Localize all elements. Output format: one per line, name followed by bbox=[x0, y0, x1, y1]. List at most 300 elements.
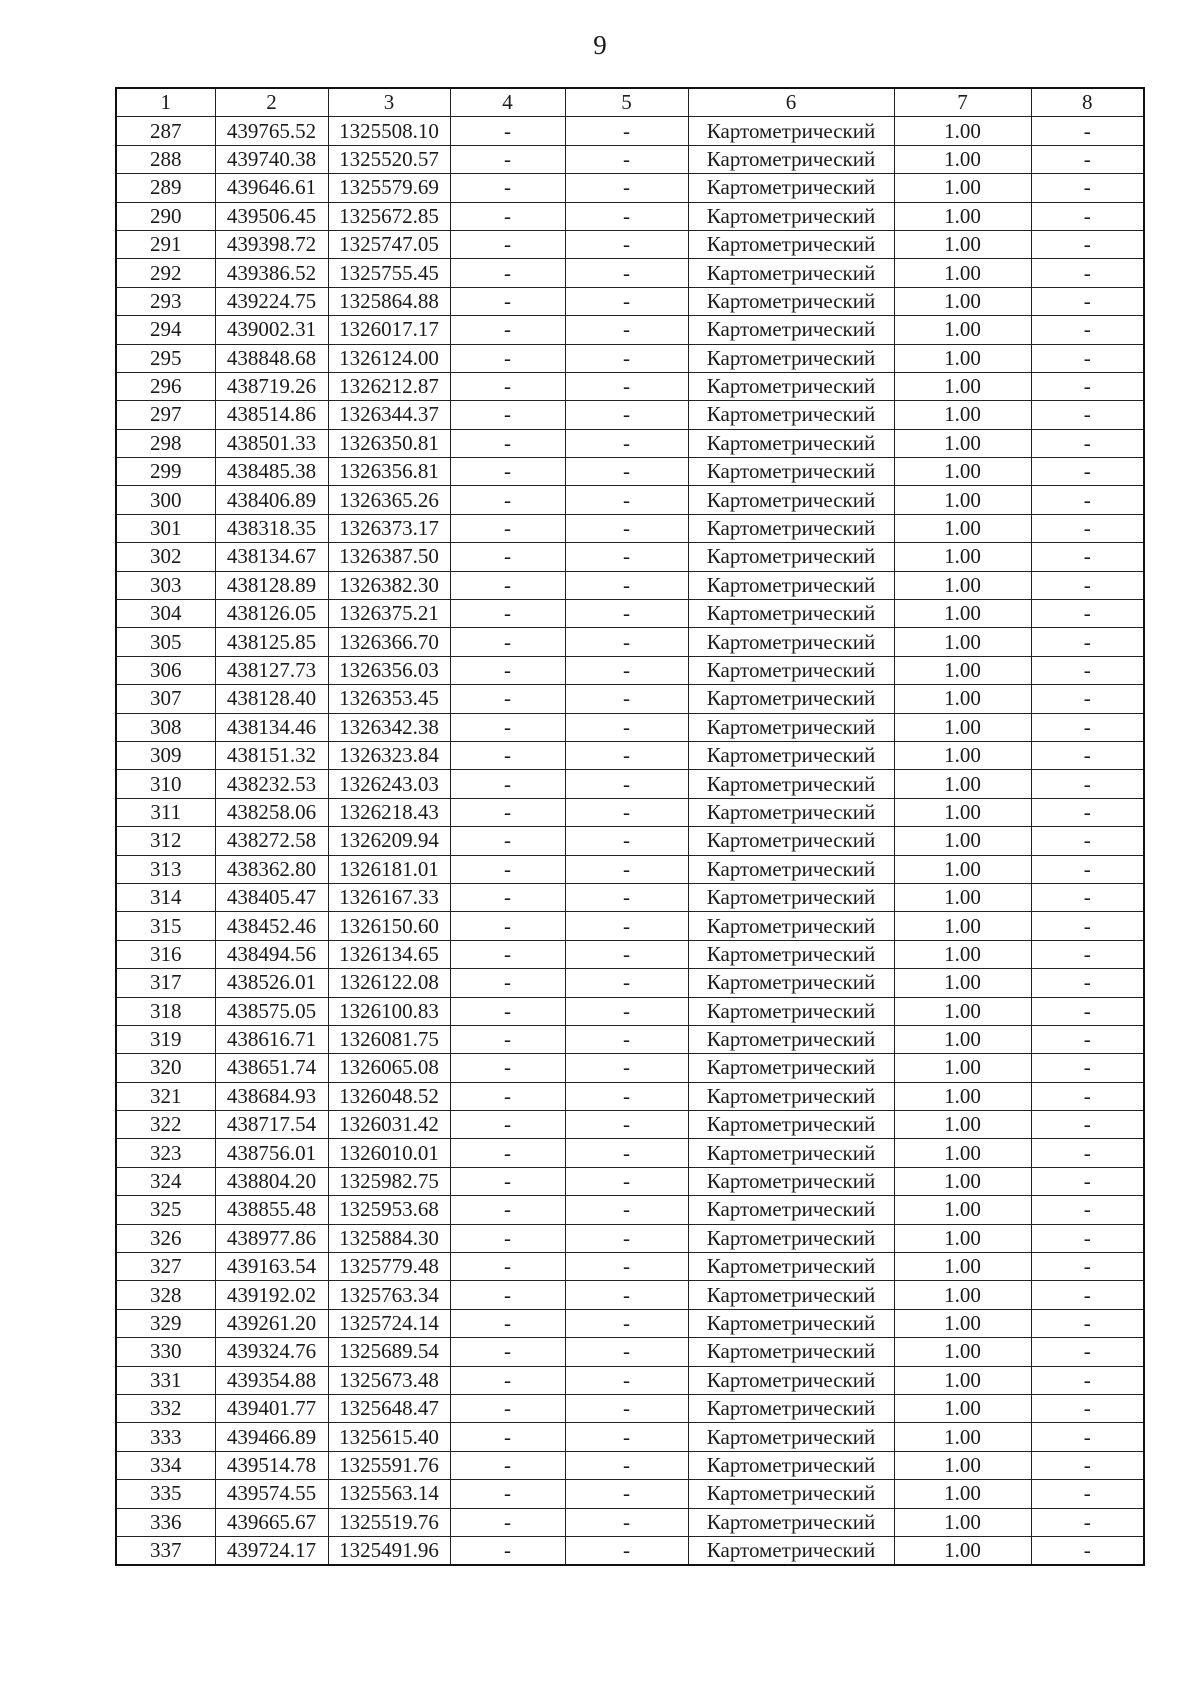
table-cell: 292 bbox=[116, 259, 215, 287]
table-cell: 438719.26 bbox=[215, 372, 328, 400]
table-cell: - bbox=[565, 600, 688, 628]
table-cell: 1.00 bbox=[894, 372, 1031, 400]
table-cell: - bbox=[450, 600, 565, 628]
column-header: 7 bbox=[894, 88, 1031, 117]
table-cell: - bbox=[1031, 1508, 1144, 1536]
table-row bbox=[116, 1338, 1144, 1366]
table-cell: 1325563.14 bbox=[328, 1480, 450, 1508]
table-cell: 287 bbox=[116, 117, 215, 145]
table-cell: 439324.76 bbox=[215, 1338, 328, 1366]
table-cell: 1.00 bbox=[894, 1253, 1031, 1281]
column-header: 4 bbox=[450, 88, 565, 117]
table-row bbox=[116, 287, 1144, 315]
table-cell: 1.00 bbox=[894, 1025, 1031, 1053]
table-cell: - bbox=[565, 1224, 688, 1252]
table-cell: 1326342.38 bbox=[328, 713, 450, 741]
table-cell: 1.00 bbox=[894, 827, 1031, 855]
table-cell: 1.00 bbox=[894, 1338, 1031, 1366]
table-cell: Картометрический bbox=[688, 656, 894, 684]
table-cell: 438127.73 bbox=[215, 656, 328, 684]
table-row bbox=[116, 1111, 1144, 1139]
table-cell: 1326243.03 bbox=[328, 770, 450, 798]
table-cell: - bbox=[565, 1338, 688, 1366]
table-cell: - bbox=[1031, 1082, 1144, 1110]
table-cell: Картометрический bbox=[688, 344, 894, 372]
table-cell: 309 bbox=[116, 741, 215, 769]
table-cell: - bbox=[565, 458, 688, 486]
table-cell: Картометрический bbox=[688, 770, 894, 798]
table-row bbox=[116, 230, 1144, 258]
table-cell: 439466.89 bbox=[215, 1423, 328, 1451]
table-cell: 438362.80 bbox=[215, 855, 328, 883]
table-row bbox=[116, 1423, 1144, 1451]
table-cell: - bbox=[450, 1309, 565, 1337]
table-cell: Картометрический bbox=[688, 1423, 894, 1451]
table-cell: Картометрический bbox=[688, 600, 894, 628]
table-cell: 1.00 bbox=[894, 486, 1031, 514]
table-cell: 330 bbox=[116, 1338, 215, 1366]
table-cell: Картометрический bbox=[688, 1196, 894, 1224]
table-cell: Картометрический bbox=[688, 713, 894, 741]
table-cell: 1326081.75 bbox=[328, 1025, 450, 1053]
table-cell: 289 bbox=[116, 174, 215, 202]
table-cell: 1325673.48 bbox=[328, 1366, 450, 1394]
table-cell: 1.00 bbox=[894, 287, 1031, 315]
table-cell: - bbox=[450, 1423, 565, 1451]
table-cell: - bbox=[450, 912, 565, 940]
table-cell: - bbox=[1031, 174, 1144, 202]
table-cell: 1.00 bbox=[894, 1167, 1031, 1195]
table-cell: 307 bbox=[116, 685, 215, 713]
table-cell: Картометрический bbox=[688, 174, 894, 202]
table-cell: 1.00 bbox=[894, 741, 1031, 769]
table-cell: - bbox=[565, 1025, 688, 1053]
table-cell: 1.00 bbox=[894, 145, 1031, 173]
table-cell: 317 bbox=[116, 969, 215, 997]
table-cell: 1.00 bbox=[894, 1139, 1031, 1167]
table-cell: Картометрический bbox=[688, 883, 894, 911]
table-cell: 1326350.81 bbox=[328, 429, 450, 457]
table-row bbox=[116, 912, 1144, 940]
table-cell: - bbox=[1031, 1451, 1144, 1479]
table-cell: - bbox=[1031, 685, 1144, 713]
table-cell: Картометрический bbox=[688, 1111, 894, 1139]
table-cell: - bbox=[450, 685, 565, 713]
table-cell: - bbox=[450, 316, 565, 344]
table-cell: - bbox=[565, 883, 688, 911]
table-cell: - bbox=[1031, 429, 1144, 457]
table-cell: - bbox=[1031, 486, 1144, 514]
column-header: 6 bbox=[688, 88, 894, 117]
table-cell: 438855.48 bbox=[215, 1196, 328, 1224]
table-cell: 438756.01 bbox=[215, 1139, 328, 1167]
table-cell: - bbox=[565, 1253, 688, 1281]
table-cell: 333 bbox=[116, 1423, 215, 1451]
table-cell: Картометрический bbox=[688, 940, 894, 968]
table-row bbox=[116, 1082, 1144, 1110]
table-cell: Картометрический bbox=[688, 741, 894, 769]
table-cell: 1326344.37 bbox=[328, 401, 450, 429]
table-cell: 438272.58 bbox=[215, 827, 328, 855]
table-cell: 1326209.94 bbox=[328, 827, 450, 855]
table-cell: 1326375.21 bbox=[328, 600, 450, 628]
table-row bbox=[116, 713, 1144, 741]
table-row bbox=[116, 656, 1144, 684]
table-cell: Картометрический bbox=[688, 997, 894, 1025]
table-cell: 1.00 bbox=[894, 1394, 1031, 1422]
page-number: 9 bbox=[593, 30, 607, 60]
table-cell: 438651.74 bbox=[215, 1054, 328, 1082]
table-cell: 438575.05 bbox=[215, 997, 328, 1025]
table-cell: 438514.86 bbox=[215, 401, 328, 429]
table-cell: - bbox=[450, 1508, 565, 1536]
table-cell: - bbox=[1031, 1224, 1144, 1252]
table-row bbox=[116, 997, 1144, 1025]
table-cell: - bbox=[450, 628, 565, 656]
table-cell: - bbox=[450, 202, 565, 230]
table-cell: 1325755.45 bbox=[328, 259, 450, 287]
table-cell: 438128.40 bbox=[215, 685, 328, 713]
table-cell: - bbox=[450, 1338, 565, 1366]
table-cell: 1326031.42 bbox=[328, 1111, 450, 1139]
table-cell: - bbox=[450, 1054, 565, 1082]
table-cell: 322 bbox=[116, 1111, 215, 1139]
table-cell: Картометрический bbox=[688, 1451, 894, 1479]
table-cell: 1.00 bbox=[894, 628, 1031, 656]
table-row bbox=[116, 1224, 1144, 1252]
table-cell: 1.00 bbox=[894, 912, 1031, 940]
column-header: 8 bbox=[1031, 88, 1144, 117]
table-cell: Картометрический bbox=[688, 1536, 894, 1565]
table-cell: - bbox=[565, 1196, 688, 1224]
table-cell: - bbox=[1031, 571, 1144, 599]
table-cell: - bbox=[1031, 145, 1144, 173]
table-cell: - bbox=[565, 770, 688, 798]
table-cell: - bbox=[450, 514, 565, 542]
table-cell: Картометрический bbox=[688, 316, 894, 344]
table-cell: 438501.33 bbox=[215, 429, 328, 457]
table-cell: 1.00 bbox=[894, 458, 1031, 486]
table-cell: - bbox=[450, 1111, 565, 1139]
table-cell: 1325724.14 bbox=[328, 1309, 450, 1337]
table-cell: 1.00 bbox=[894, 1366, 1031, 1394]
table-cell: 1.00 bbox=[894, 1451, 1031, 1479]
table-cell: 1.00 bbox=[894, 713, 1031, 741]
table-cell: - bbox=[565, 628, 688, 656]
table-cell: - bbox=[1031, 1366, 1144, 1394]
table-cell: - bbox=[1031, 855, 1144, 883]
table-cell: 1.00 bbox=[894, 969, 1031, 997]
table-cell: - bbox=[1031, 600, 1144, 628]
table-cell: - bbox=[450, 741, 565, 769]
table-cell: 1326353.45 bbox=[328, 685, 450, 713]
table-row bbox=[116, 1281, 1144, 1309]
table-cell: - bbox=[1031, 798, 1144, 826]
table-cell: 1325689.54 bbox=[328, 1338, 450, 1366]
table-cell: - bbox=[565, 230, 688, 258]
table-cell: - bbox=[1031, 1253, 1144, 1281]
table-row bbox=[116, 174, 1144, 202]
table-cell: - bbox=[565, 571, 688, 599]
table-cell: 1326356.81 bbox=[328, 458, 450, 486]
table-cell: - bbox=[450, 997, 565, 1025]
table-cell: 313 bbox=[116, 855, 215, 883]
table-cell: Картометрический bbox=[688, 1167, 894, 1195]
table-cell: Картометрический bbox=[688, 1025, 894, 1053]
table-row bbox=[116, 1139, 1144, 1167]
table-cell: 321 bbox=[116, 1082, 215, 1110]
table-cell: 1.00 bbox=[894, 997, 1031, 1025]
table-cell: 328 bbox=[116, 1281, 215, 1309]
table-cell: - bbox=[1031, 969, 1144, 997]
table-cell: - bbox=[450, 486, 565, 514]
table-cell: 1326356.03 bbox=[328, 656, 450, 684]
table-cell: - bbox=[1031, 1025, 1144, 1053]
table-cell: - bbox=[450, 1196, 565, 1224]
table-cell: 439261.20 bbox=[215, 1309, 328, 1337]
table-cell: - bbox=[1031, 401, 1144, 429]
table-cell: 439192.02 bbox=[215, 1281, 328, 1309]
table-row bbox=[116, 117, 1144, 145]
table-row bbox=[116, 372, 1144, 400]
table-cell: - bbox=[450, 1224, 565, 1252]
table-cell: - bbox=[565, 713, 688, 741]
table-cell: - bbox=[1031, 1480, 1144, 1508]
table-cell: - bbox=[1031, 230, 1144, 258]
table-cell: 311 bbox=[116, 798, 215, 826]
table-cell: - bbox=[1031, 117, 1144, 145]
table-cell: 439398.72 bbox=[215, 230, 328, 258]
table-cell: Картометрический bbox=[688, 230, 894, 258]
table-cell: - bbox=[1031, 912, 1144, 940]
table-cell: - bbox=[450, 1451, 565, 1479]
table-cell: 438406.89 bbox=[215, 486, 328, 514]
table-cell: 1.00 bbox=[894, 883, 1031, 911]
table-cell: - bbox=[565, 1139, 688, 1167]
table-cell: 294 bbox=[116, 316, 215, 344]
table-cell: 304 bbox=[116, 600, 215, 628]
table-cell: Картометрический bbox=[688, 1054, 894, 1082]
table-cell: 438977.86 bbox=[215, 1224, 328, 1252]
table-cell: - bbox=[1031, 458, 1144, 486]
table-row bbox=[116, 1167, 1144, 1195]
column-header: 1 bbox=[116, 88, 215, 117]
table-cell: 1325579.69 bbox=[328, 174, 450, 202]
table-cell: 1.00 bbox=[894, 401, 1031, 429]
table-cell: 296 bbox=[116, 372, 215, 400]
table-cell: - bbox=[450, 1536, 565, 1565]
table-cell: - bbox=[450, 1139, 565, 1167]
table-row bbox=[116, 145, 1144, 173]
table-row bbox=[116, 514, 1144, 542]
table-cell: - bbox=[565, 287, 688, 315]
table-row bbox=[116, 798, 1144, 826]
table-cell: 337 bbox=[116, 1536, 215, 1565]
table-cell: Картометрический bbox=[688, 514, 894, 542]
table-cell: 1.00 bbox=[894, 656, 1031, 684]
table-cell: - bbox=[1031, 259, 1144, 287]
table-cell: 308 bbox=[116, 713, 215, 741]
table-cell: - bbox=[1031, 1423, 1144, 1451]
table-cell: - bbox=[565, 855, 688, 883]
table-row bbox=[116, 940, 1144, 968]
table-cell: 1325491.96 bbox=[328, 1536, 450, 1565]
column-header: 3 bbox=[328, 88, 450, 117]
table-cell: 1326124.00 bbox=[328, 344, 450, 372]
table-cell: - bbox=[450, 969, 565, 997]
table-cell: Картометрический bbox=[688, 1338, 894, 1366]
table-cell: 320 bbox=[116, 1054, 215, 1082]
table-cell: 1.00 bbox=[894, 855, 1031, 883]
table-cell: 1.00 bbox=[894, 1536, 1031, 1565]
table-cell: 1.00 bbox=[894, 429, 1031, 457]
table-cell: - bbox=[1031, 1281, 1144, 1309]
table-cell: 1326065.08 bbox=[328, 1054, 450, 1082]
table-cell: Картометрический bbox=[688, 1082, 894, 1110]
table-row bbox=[116, 259, 1144, 287]
table-cell: Картометрический bbox=[688, 287, 894, 315]
table-cell: 438151.32 bbox=[215, 741, 328, 769]
table-cell: Картометрический bbox=[688, 1508, 894, 1536]
table-cell: 329 bbox=[116, 1309, 215, 1337]
table-cell: 298 bbox=[116, 429, 215, 457]
table-cell: 1.00 bbox=[894, 1054, 1031, 1082]
table-cell: Картометрический bbox=[688, 685, 894, 713]
table-cell: - bbox=[565, 259, 688, 287]
table-cell: - bbox=[565, 174, 688, 202]
table-cell: - bbox=[565, 741, 688, 769]
table-cell: 318 bbox=[116, 997, 215, 1025]
table-cell: 1326218.43 bbox=[328, 798, 450, 826]
table-body bbox=[116, 117, 1144, 1565]
table-cell: - bbox=[1031, 1111, 1144, 1139]
table-cell: 439740.38 bbox=[215, 145, 328, 173]
table-cell: - bbox=[1031, 997, 1144, 1025]
table-row bbox=[116, 429, 1144, 457]
table-cell: 1325747.05 bbox=[328, 230, 450, 258]
table-cell: - bbox=[565, 1366, 688, 1394]
table-cell: - bbox=[1031, 316, 1144, 344]
table-cell: Картометрический bbox=[688, 1309, 894, 1337]
table-cell: 439765.52 bbox=[215, 117, 328, 145]
table-cell: 1.00 bbox=[894, 316, 1031, 344]
table-cell: 438405.47 bbox=[215, 883, 328, 911]
table-cell: 438318.35 bbox=[215, 514, 328, 542]
table-cell: 1326167.33 bbox=[328, 883, 450, 911]
table-cell: 438134.46 bbox=[215, 713, 328, 741]
table-cell: 299 bbox=[116, 458, 215, 486]
table-cell: - bbox=[565, 372, 688, 400]
table-cell: Картометрический bbox=[688, 259, 894, 287]
table-cell: 438684.93 bbox=[215, 1082, 328, 1110]
table-cell: 1325953.68 bbox=[328, 1196, 450, 1224]
table-cell: - bbox=[450, 713, 565, 741]
table-cell: - bbox=[565, 486, 688, 514]
table-cell: - bbox=[1031, 656, 1144, 684]
table-cell: - bbox=[1031, 287, 1144, 315]
table-cell: - bbox=[450, 401, 565, 429]
table-cell: 1326323.84 bbox=[328, 741, 450, 769]
table-cell: - bbox=[565, 827, 688, 855]
table-cell: - bbox=[450, 798, 565, 826]
table-cell: 1.00 bbox=[894, 1508, 1031, 1536]
table-cell: - bbox=[565, 940, 688, 968]
table-cell: - bbox=[1031, 1309, 1144, 1337]
table-cell: - bbox=[450, 827, 565, 855]
table-cell: - bbox=[565, 798, 688, 826]
table-cell: 1.00 bbox=[894, 514, 1031, 542]
table-row bbox=[116, 344, 1144, 372]
table-cell: 1.00 bbox=[894, 1082, 1031, 1110]
table-cell: - bbox=[565, 543, 688, 571]
table-cell: 1325779.48 bbox=[328, 1253, 450, 1281]
table-cell: - bbox=[450, 883, 565, 911]
table-cell: 1325648.47 bbox=[328, 1394, 450, 1422]
table-cell: - bbox=[450, 1025, 565, 1053]
table-cell: - bbox=[565, 117, 688, 145]
table-cell: 439002.31 bbox=[215, 316, 328, 344]
table-cell: 1326010.01 bbox=[328, 1139, 450, 1167]
table-cell: Картометрический bbox=[688, 571, 894, 599]
table-cell: 1.00 bbox=[894, 259, 1031, 287]
table-row bbox=[116, 401, 1144, 429]
table-row bbox=[116, 1025, 1144, 1053]
table-cell: Картометрический bbox=[688, 543, 894, 571]
table-cell: 438848.68 bbox=[215, 344, 328, 372]
table-cell: 439506.45 bbox=[215, 202, 328, 230]
table-row bbox=[116, 1480, 1144, 1508]
table-cell: 438717.54 bbox=[215, 1111, 328, 1139]
table-cell: 1.00 bbox=[894, 685, 1031, 713]
table-cell: - bbox=[1031, 514, 1144, 542]
table-cell: - bbox=[450, 230, 565, 258]
table-cell: - bbox=[565, 912, 688, 940]
table-cell: - bbox=[450, 1253, 565, 1281]
table-cell: 295 bbox=[116, 344, 215, 372]
table-cell: - bbox=[450, 656, 565, 684]
table-row bbox=[116, 543, 1144, 571]
table-cell: 1325864.88 bbox=[328, 287, 450, 315]
table-cell: - bbox=[450, 1480, 565, 1508]
table-cell: 438126.05 bbox=[215, 600, 328, 628]
table-cell: - bbox=[565, 344, 688, 372]
table-row bbox=[116, 628, 1144, 656]
table-cell: Картометрический bbox=[688, 1281, 894, 1309]
table-cell: Картометрический bbox=[688, 429, 894, 457]
table-cell: 1325519.76 bbox=[328, 1508, 450, 1536]
table-cell: 301 bbox=[116, 514, 215, 542]
table-cell: - bbox=[565, 1281, 688, 1309]
table-cell: - bbox=[565, 1480, 688, 1508]
table-cell: 305 bbox=[116, 628, 215, 656]
table-cell: Картометрический bbox=[688, 827, 894, 855]
table-cell: Картометрический bbox=[688, 969, 894, 997]
table-cell: Картометрический bbox=[688, 1253, 894, 1281]
table-cell: 324 bbox=[116, 1167, 215, 1195]
table-cell: - bbox=[565, 969, 688, 997]
table-cell: - bbox=[450, 571, 565, 599]
table-cell: 331 bbox=[116, 1366, 215, 1394]
table-row bbox=[116, 571, 1144, 599]
table-cell: - bbox=[450, 1281, 565, 1309]
table-cell: 439646.61 bbox=[215, 174, 328, 202]
table-cell: Картометрический bbox=[688, 1224, 894, 1252]
table-cell: 1.00 bbox=[894, 344, 1031, 372]
table-cell: Картометрический bbox=[688, 372, 894, 400]
table-row bbox=[116, 458, 1144, 486]
table-cell: - bbox=[565, 514, 688, 542]
table-cell: 1.00 bbox=[894, 1423, 1031, 1451]
